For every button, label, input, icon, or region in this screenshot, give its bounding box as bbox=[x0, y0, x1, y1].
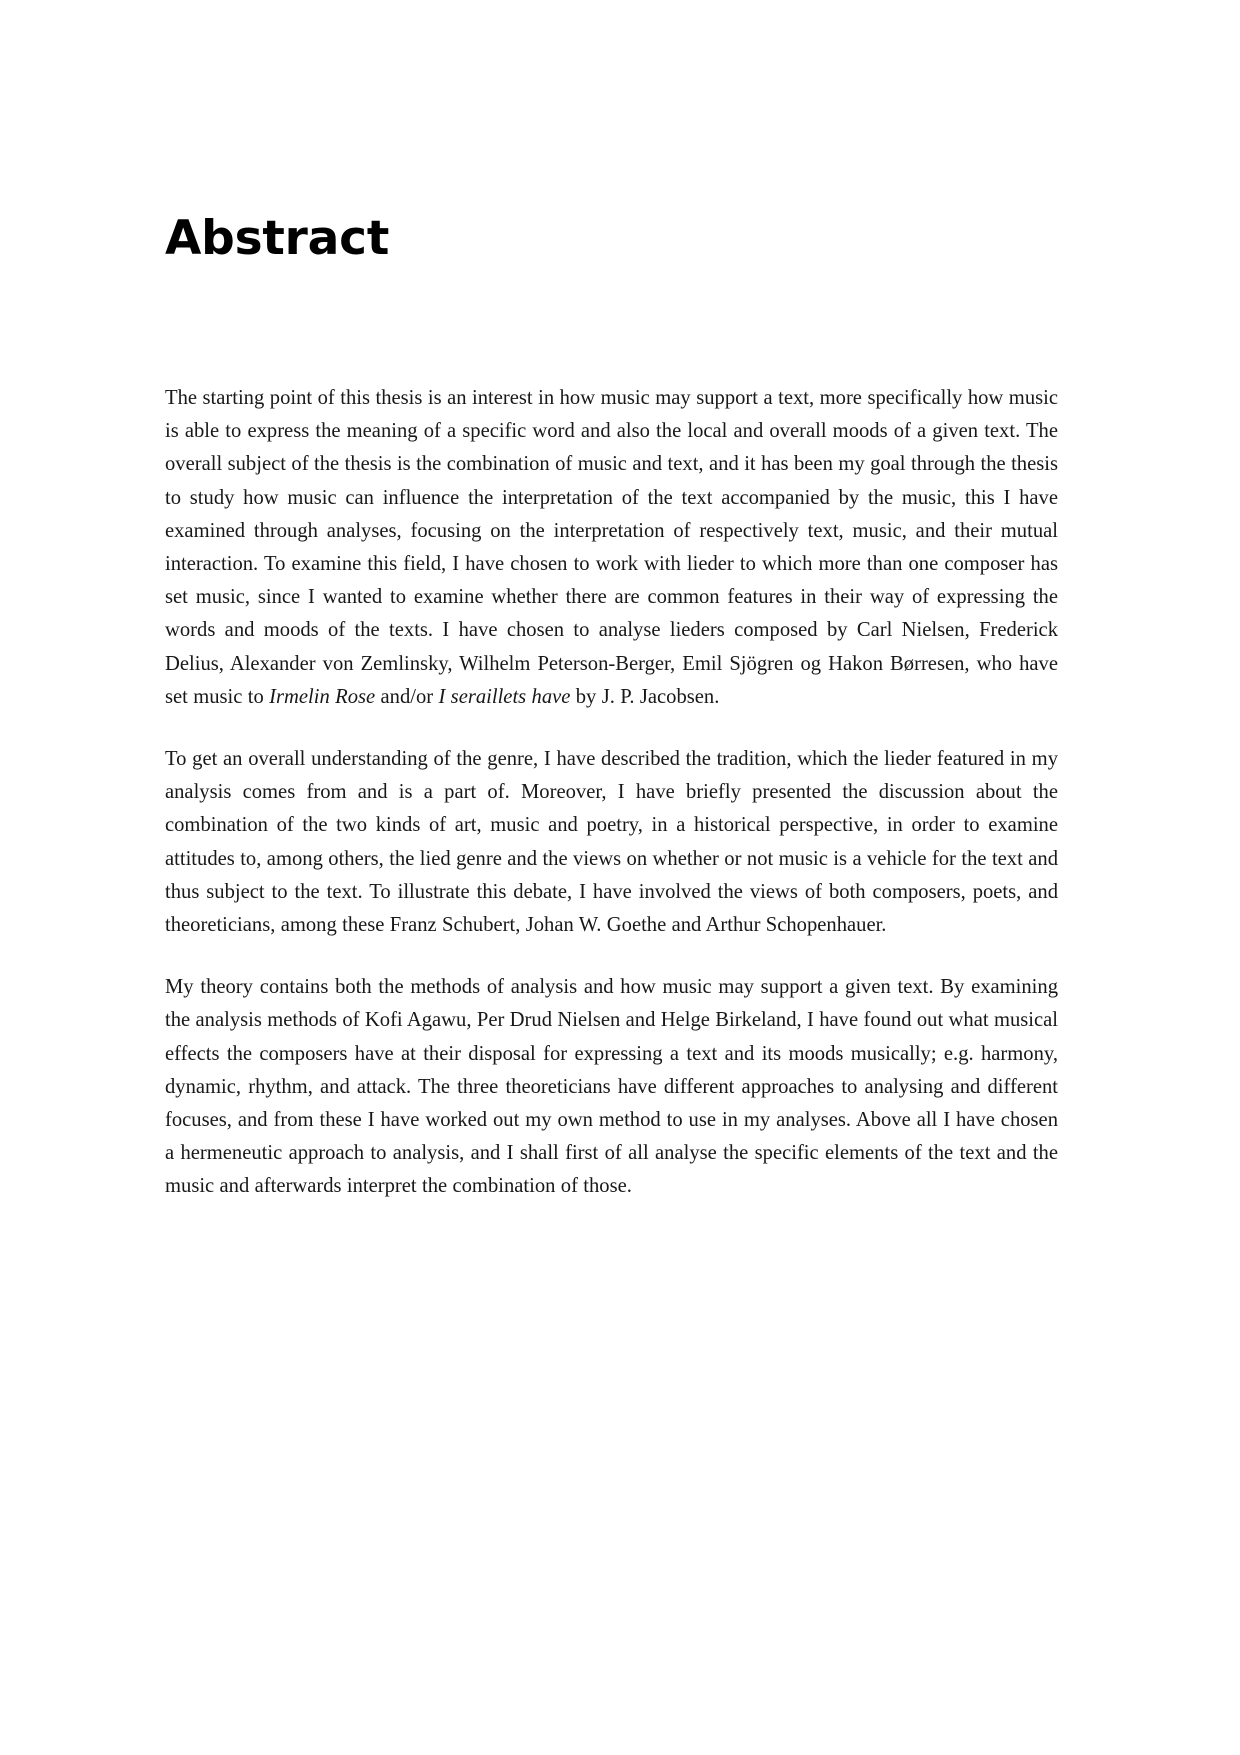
italic-title-3: I seraillets have bbox=[438, 685, 571, 708]
paragraph-2 bbox=[165, 743, 1058, 942]
abstract-body bbox=[165, 382, 1058, 1204]
page-title: Abstract bbox=[165, 211, 390, 266]
text-run-0: To get an overall understanding of the genre, I have described the tradition, which the lieder featured in my analysis comes from and is a part of. Moreover, I have briefly presented the discussion about the combination of the two kinds of art, music and poetry, in a historical perspective, in order to examine attitudes to, among others, the lied genre and the views on whether or not music is a vehicle for the text and thus subject to the text. To illustrate this debate, I have involved the views of both composers, poets, and theoreticians, among these Franz Schubert, Johan W. Goethe and Arthur Schopenhauer. bbox=[165, 748, 1058, 937]
paragraph-3 bbox=[165, 971, 1058, 1203]
italic-title-1: Irmelin Rose bbox=[269, 685, 376, 708]
paragraph-1 bbox=[165, 382, 1058, 714]
text-run-0: The starting point of this thesis is an interest in how music may support a text, more specifically how music is able to express the meaning of a specific word and also the local and overall moods of a given text. The overall subject of the thesis is the combination of music and text, and it has been my goal through the thesis to study how music can influence the interpretation of the text accompanied by the music, this I have examined through analyses, focusing on the interpretation of respectively text, music, and their mutual interaction. To examine this field, I have chosen to work with lieder to which more than one composer has set music, since I wanted to examine whether there are common features in their way of expressing the words and moods of the texts. I have chosen to analyse lieders composed by Carl Nielsen, Frederick Delius, Alexander von Zemlinsky, Wilhelm Peterson-Berger, Emil Sjögren og Hakon Børresen, who have set music to bbox=[165, 387, 1058, 708]
text-run-4: by J. P. Jacobsen. bbox=[570, 685, 720, 708]
text-run-2: and/or bbox=[375, 685, 439, 708]
text-run-0: My theory contains both the methods of analysis and how music may support a given text. By examining the analysis methods of Kofi Agawu, Per Drud Nielsen and Helge Birkeland, I have found out what musical effects the composers have at their disposal for expressing a text and its moods musically; e.g. harmony, dynamic, rhythm, and attack. The three theoreticians have different approaches to analysing and different focuses, and from these I have worked out my own method to use in my analyses. Above all I have chosen a hermeneutic approach to analysis, and I shall first of all analyse the specific elements of the text and the music and afterwards interpret the combination of those. bbox=[165, 976, 1058, 1198]
